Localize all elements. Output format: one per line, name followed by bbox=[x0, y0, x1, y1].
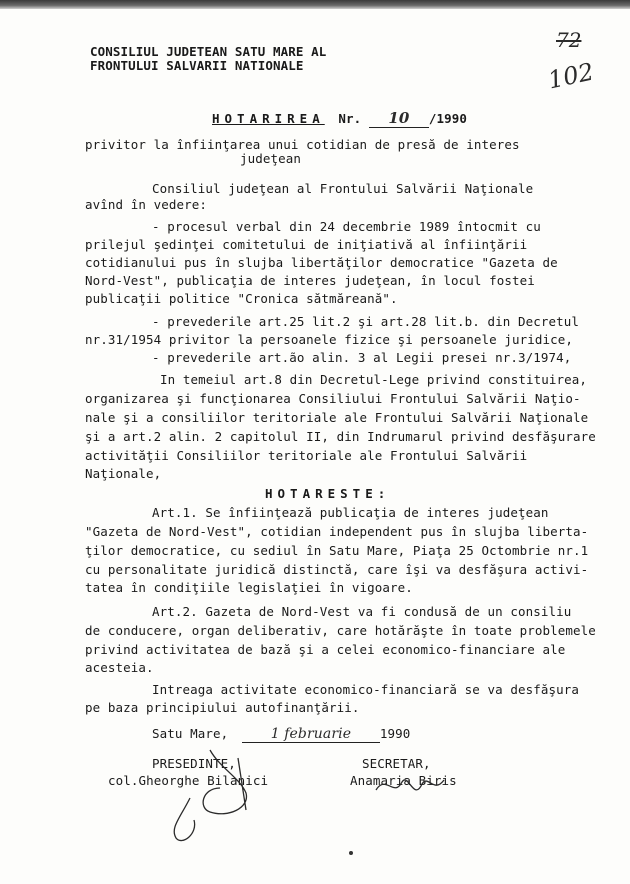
date-handwritten: 1 februarie bbox=[270, 726, 352, 742]
bottom-dot bbox=[349, 851, 353, 855]
secretary-signature bbox=[372, 768, 452, 808]
header-line-1: CONSILIUL JUDETEAN SATU MARE AL bbox=[90, 44, 327, 59]
decision-title bbox=[212, 110, 467, 128]
date-place: Satu Mare, bbox=[152, 726, 229, 741]
president-signature bbox=[150, 738, 270, 848]
article-2-line-1: Art.2. Gazeta de Nord-Vest va fi condusă de un consiliu bbox=[152, 604, 572, 619]
paragraph-1-line-1: - procesul verbal din 24 decembrie 1989 întocmit cu bbox=[152, 219, 541, 234]
article-2-line-4: acesteia. bbox=[85, 660, 154, 675]
decision-heading: HOTARESTE: bbox=[265, 486, 391, 501]
article-1-line-3: ţilor democratice, cu sediul în Satu Mare, Piaţa 25 Octombrie nr.1 bbox=[85, 543, 589, 558]
article-1-line-2: "Gazeta de Nord-Vest", cotidian independent pus în slujba liberta- bbox=[85, 524, 589, 539]
president-title: PRESEDINTE, bbox=[152, 756, 236, 771]
secretary-title: SECRETAR, bbox=[362, 756, 431, 771]
scan-edge-bar bbox=[0, 0, 630, 9]
title-year: /1990 bbox=[428, 111, 468, 126]
paragraph-2-line-1: - prevederile art.25 lit.2 şi art.28 lit.b. din Decretul bbox=[152, 314, 580, 329]
paragraph-1-line-5: publicaţii politice "Cronica sătmăreană". bbox=[85, 291, 398, 306]
article-1-line-1: Art.1. Se înfiinţează publicaţia de interes judeţean bbox=[152, 505, 549, 520]
paragraph-4-line-2: organizarea şi funcţionarea Consiliului Frontului Salvării Naţio- bbox=[85, 391, 581, 406]
paragraph-1-line-3: cotidianului pus în slujba libertăţilor democratice "Gazeta de bbox=[85, 255, 558, 270]
paragraph-4-line-1: In temeiul art.8 din Decretul-Lege privind constituirea, bbox=[160, 372, 588, 387]
paragraph-1-line-2: prilejul şedinţei comitetului de iniţiativă al înfiinţării bbox=[85, 237, 528, 252]
handwritten-page-number: 102 bbox=[545, 57, 597, 95]
title-nr-field bbox=[369, 110, 429, 128]
president-name: col.Gheorghe Bilanici bbox=[108, 773, 269, 788]
paragraph-4-line-4: şi a art.2 alin. 2 capitolul II, din Indrumarul privind desfăşurare bbox=[85, 429, 596, 444]
date-year: 1990 bbox=[379, 726, 411, 741]
intro-line-1: Consiliul judeţean al Frontului Salvării Naţionale bbox=[152, 181, 534, 196]
header-line-2: FRONTULUI SALVARII NATIONALE bbox=[90, 58, 304, 73]
paragraph-4-line-5: activităţii Consiliilor teritoriale ale Frontului Salvării bbox=[85, 448, 528, 463]
paragraph-1-line-4: Nord-Vest", publicaţia de interes judeţean, în locul fostei bbox=[85, 273, 535, 288]
paragraph-3-line-1: - prevederile art.ão alin. 3 al Legii presei nr.3/1974, bbox=[152, 350, 572, 365]
secretary-name: Anamaria Biris bbox=[350, 773, 457, 788]
article-2-line-3: privind activitatea de bază şi a celei economico-financiare ale bbox=[85, 642, 566, 657]
title-nr-value: 10 bbox=[388, 109, 410, 127]
subject-line-1: privitor la înfiinţarea unui cotidian de presă de interes bbox=[85, 137, 520, 152]
article-2-line-2: de conducere, organ deliberativ, care hotărăşte în toate problemele bbox=[85, 623, 596, 638]
subject-line-2: judeţean bbox=[240, 151, 302, 166]
paragraph-2-line-2: nr.31/1954 privitor la persoanele fizice şi persoanele juridice, bbox=[85, 332, 574, 347]
final-line-2: pe baza principiului autofinanţării. bbox=[85, 700, 360, 715]
title-nr-label: Nr. bbox=[338, 111, 362, 126]
title-word: HOTARIREA bbox=[212, 111, 325, 126]
paragraph-4-line-6: Naţionale, bbox=[85, 466, 162, 481]
article-1-line-4: cu personalitate juridică distinctă, care îşi va desfăşura activi- bbox=[85, 562, 589, 577]
article-1-line-5: tatea în condiţiile legislaţiei în vigoare. bbox=[85, 580, 413, 595]
final-line-1: Intreaga activitate economico-financiară se va desfăşura bbox=[152, 682, 580, 697]
handwritten-page-number-crossed: 72 bbox=[556, 28, 582, 52]
intro-line-2: avînd în vedere: bbox=[85, 197, 208, 212]
paragraph-4-line-3: nale şi a consiliilor teritoriale ale Frontului Salvării Naţionale bbox=[85, 410, 589, 425]
